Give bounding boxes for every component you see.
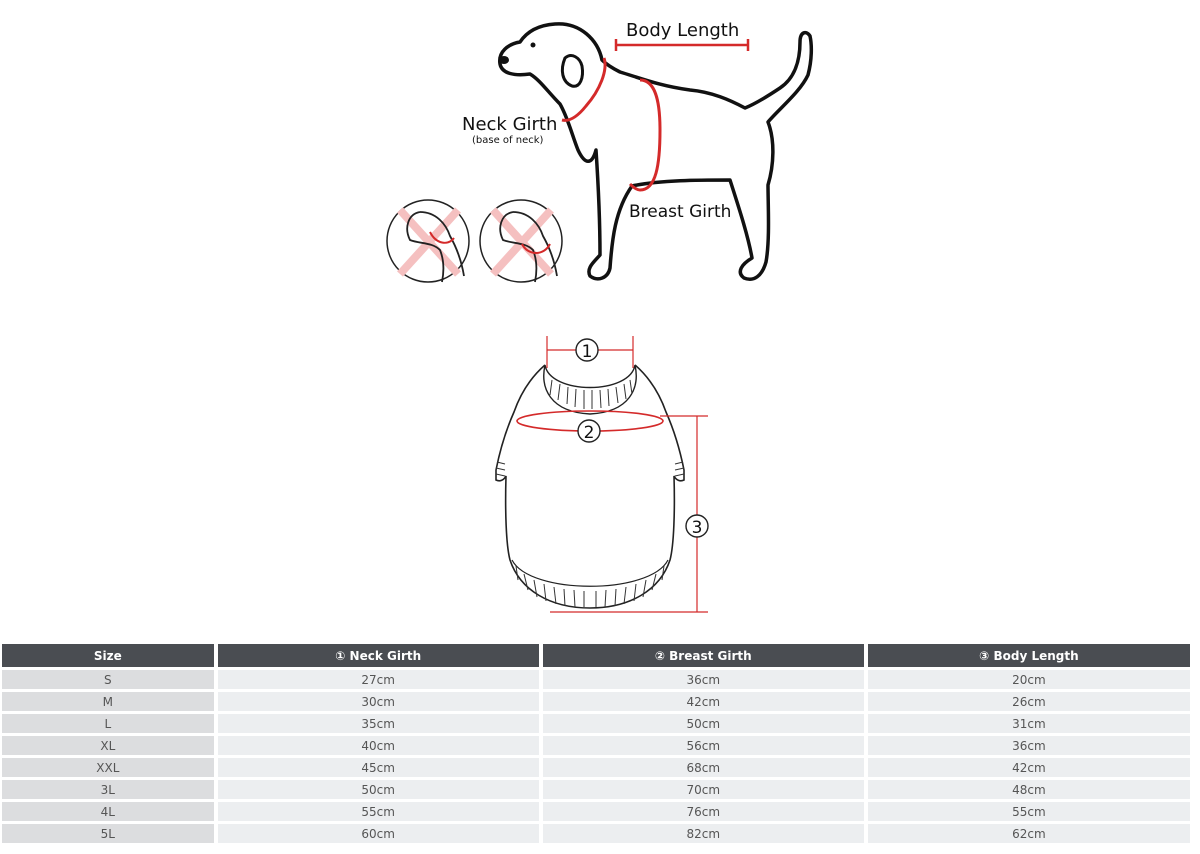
- cell-neck-girth: 35cm: [218, 714, 539, 733]
- cell-size: 5L: [2, 824, 214, 843]
- cell-breast-girth: 42cm: [543, 692, 864, 711]
- neck-girth-label: Neck Girth: [462, 114, 558, 135]
- dog-eye: [531, 43, 536, 48]
- size-table-header-row: [2, 644, 1190, 667]
- cell-body-length: 26cm: [868, 692, 1190, 711]
- cell-body-length: 31cm: [868, 714, 1190, 733]
- cell-breast-girth: 68cm: [543, 758, 864, 777]
- cell-size: M: [2, 692, 214, 711]
- cell-body-length: 42cm: [868, 758, 1190, 777]
- cell-body-length: 62cm: [868, 824, 1190, 843]
- cell-breast-girth: 70cm: [543, 780, 864, 799]
- table-row: [2, 824, 1190, 843]
- cell-breast-girth: 56cm: [543, 736, 864, 755]
- cell-neck-girth: 40cm: [218, 736, 539, 755]
- body-length-label: Body Length: [626, 20, 740, 41]
- marker-3: 3: [691, 518, 703, 538]
- cell-neck-girth: 60cm: [218, 824, 539, 843]
- wrong-measure-icon-2: [480, 200, 562, 282]
- cell-neck-girth: 50cm: [218, 780, 539, 799]
- cell-breast-girth: 50cm: [543, 714, 864, 733]
- sweater-measurement-diagram: [480, 330, 720, 620]
- table-row: [2, 692, 1190, 711]
- cell-size: XL: [2, 736, 214, 755]
- marker-1: 1: [581, 342, 593, 362]
- cell-breast-girth: 76cm: [543, 802, 864, 821]
- cell-body-length: 48cm: [868, 780, 1190, 799]
- size-table-body: [2, 670, 1190, 843]
- header-size: Size: [2, 644, 214, 667]
- cell-size: 3L: [2, 780, 214, 799]
- header-breast-girth: ② Breast Girth: [543, 644, 864, 667]
- dog-nose: [499, 56, 509, 64]
- table-row: [2, 670, 1190, 689]
- breast-girth-label: Breast Girth: [629, 202, 732, 222]
- table-row: [2, 736, 1190, 755]
- cell-neck-girth: 30cm: [218, 692, 539, 711]
- breast-girth-marker: [630, 80, 660, 190]
- marker-2: 2: [583, 423, 595, 443]
- dog-measurement-diagram: [380, 10, 830, 295]
- cell-size: L: [2, 714, 214, 733]
- wrong-measure-icon-1: [387, 200, 469, 282]
- dog-ear: [562, 56, 582, 87]
- cell-size: 4L: [2, 802, 214, 821]
- cell-neck-girth: 27cm: [218, 670, 539, 689]
- cell-breast-girth: 36cm: [543, 670, 864, 689]
- size-chart-table: [0, 641, 1194, 846]
- cell-breast-girth: 82cm: [543, 824, 864, 843]
- cell-body-length: 55cm: [868, 802, 1190, 821]
- cell-body-length: 20cm: [868, 670, 1190, 689]
- neck-girth-note: (base of neck): [472, 135, 544, 146]
- header-body-length: ③ Body Length: [868, 644, 1190, 667]
- table-row: [2, 758, 1190, 777]
- table-row: [2, 802, 1190, 821]
- cell-size: XXL: [2, 758, 214, 777]
- cell-neck-girth: 45cm: [218, 758, 539, 777]
- cell-neck-girth: 55cm: [218, 802, 539, 821]
- cell-size: S: [2, 670, 214, 689]
- table-row: [2, 714, 1190, 733]
- header-neck-girth: ① Neck Girth: [218, 644, 539, 667]
- table-row: [2, 780, 1190, 799]
- cell-body-length: 36cm: [868, 736, 1190, 755]
